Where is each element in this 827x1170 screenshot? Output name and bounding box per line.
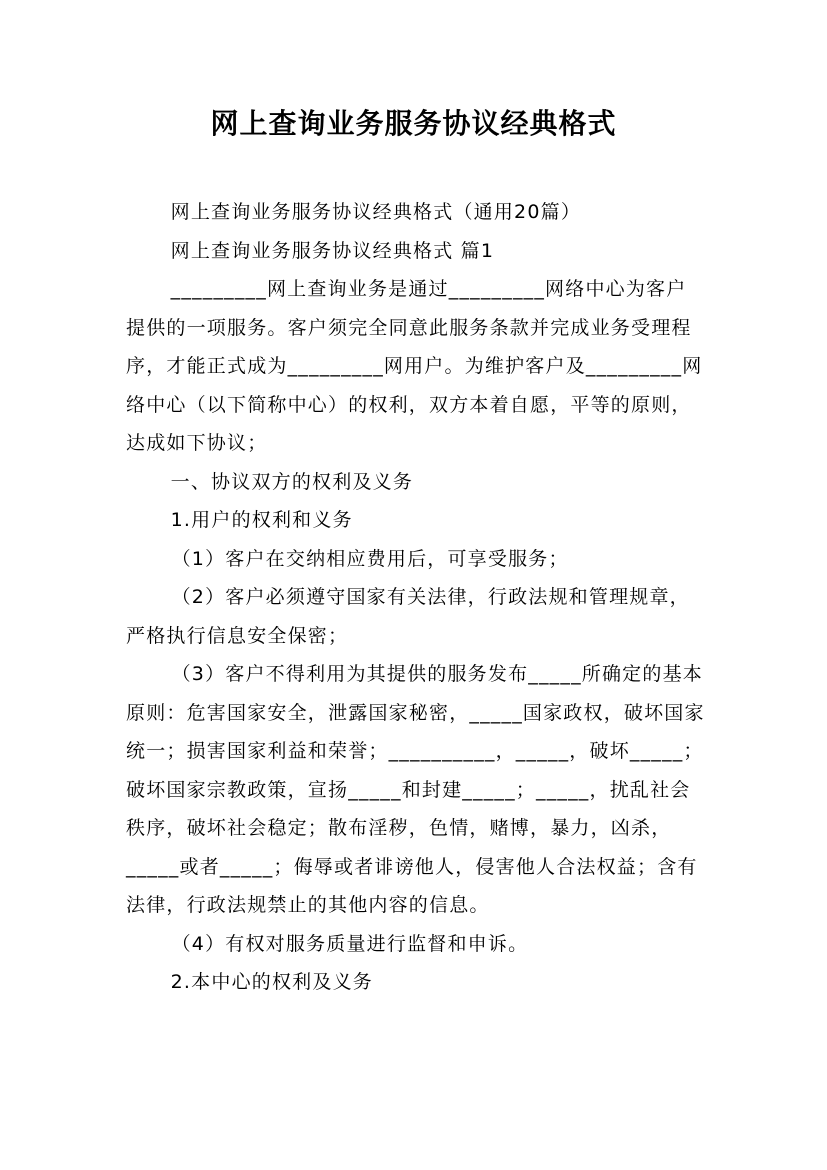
paragraph-subtitle: 网上查询业务服务协议经典格式（通用20篇） xyxy=(170,201,582,223)
paragraph-heading-rights: 一、协议双方的权利及义务 xyxy=(170,470,414,493)
paragraph-heading-user-rights: 1.用户的权利和义务 xyxy=(170,509,353,531)
paragraph-clause-3: （3）客户不得利用为其提供的服务发布_____所确定的基本原则：危害国家安全，泄露国家秘密，_____国家政权，破坏国家统一；损害国家利益和荣誉；__________，_____，破坏_____；破坏国家宗教政策，宣扬_____和封建_____；_____，扰乱社会秩序，破坏社会稳定；散布淫秽，色情，赌博，暴力，凶杀，_____或者_____；侮辱或者诽谤他人，侵害他人合法权益；含有法律，行政法规禁止的其他内容的信息。 xyxy=(126,663,705,916)
paragraph-heading-center-rights: 2.本中心的权利及义务 xyxy=(170,971,373,993)
paragraph-clause-1: （1）客户在交纳相应费用后，可享受服务； xyxy=(171,547,569,570)
paragraph-section-heading: 网上查询业务服务协议经典格式 篇1 xyxy=(170,239,495,262)
paragraph-clause-4: （4）有权对服务质量进行监督和申诉。 xyxy=(171,932,529,955)
document-title: 网上查询业务服务协议经典格式 xyxy=(210,107,617,140)
paragraph-intro: _________网上查询业务是通过_________网络中心为客户提供的一项服务。客户须完全同意此服务条款并完成业务受理程序，才能正式成为_________网用户。为维护客户及_________网络中心（以下简称中心）的权利，双方本着自愿，平等的原则，达成如下协议； xyxy=(126,278,703,454)
document-body xyxy=(126,193,706,1002)
paragraph-clause-2: （2）客户必须遵守国家有关法律，行政法规和管理规章，严格执行信息安全保密； xyxy=(126,586,690,647)
